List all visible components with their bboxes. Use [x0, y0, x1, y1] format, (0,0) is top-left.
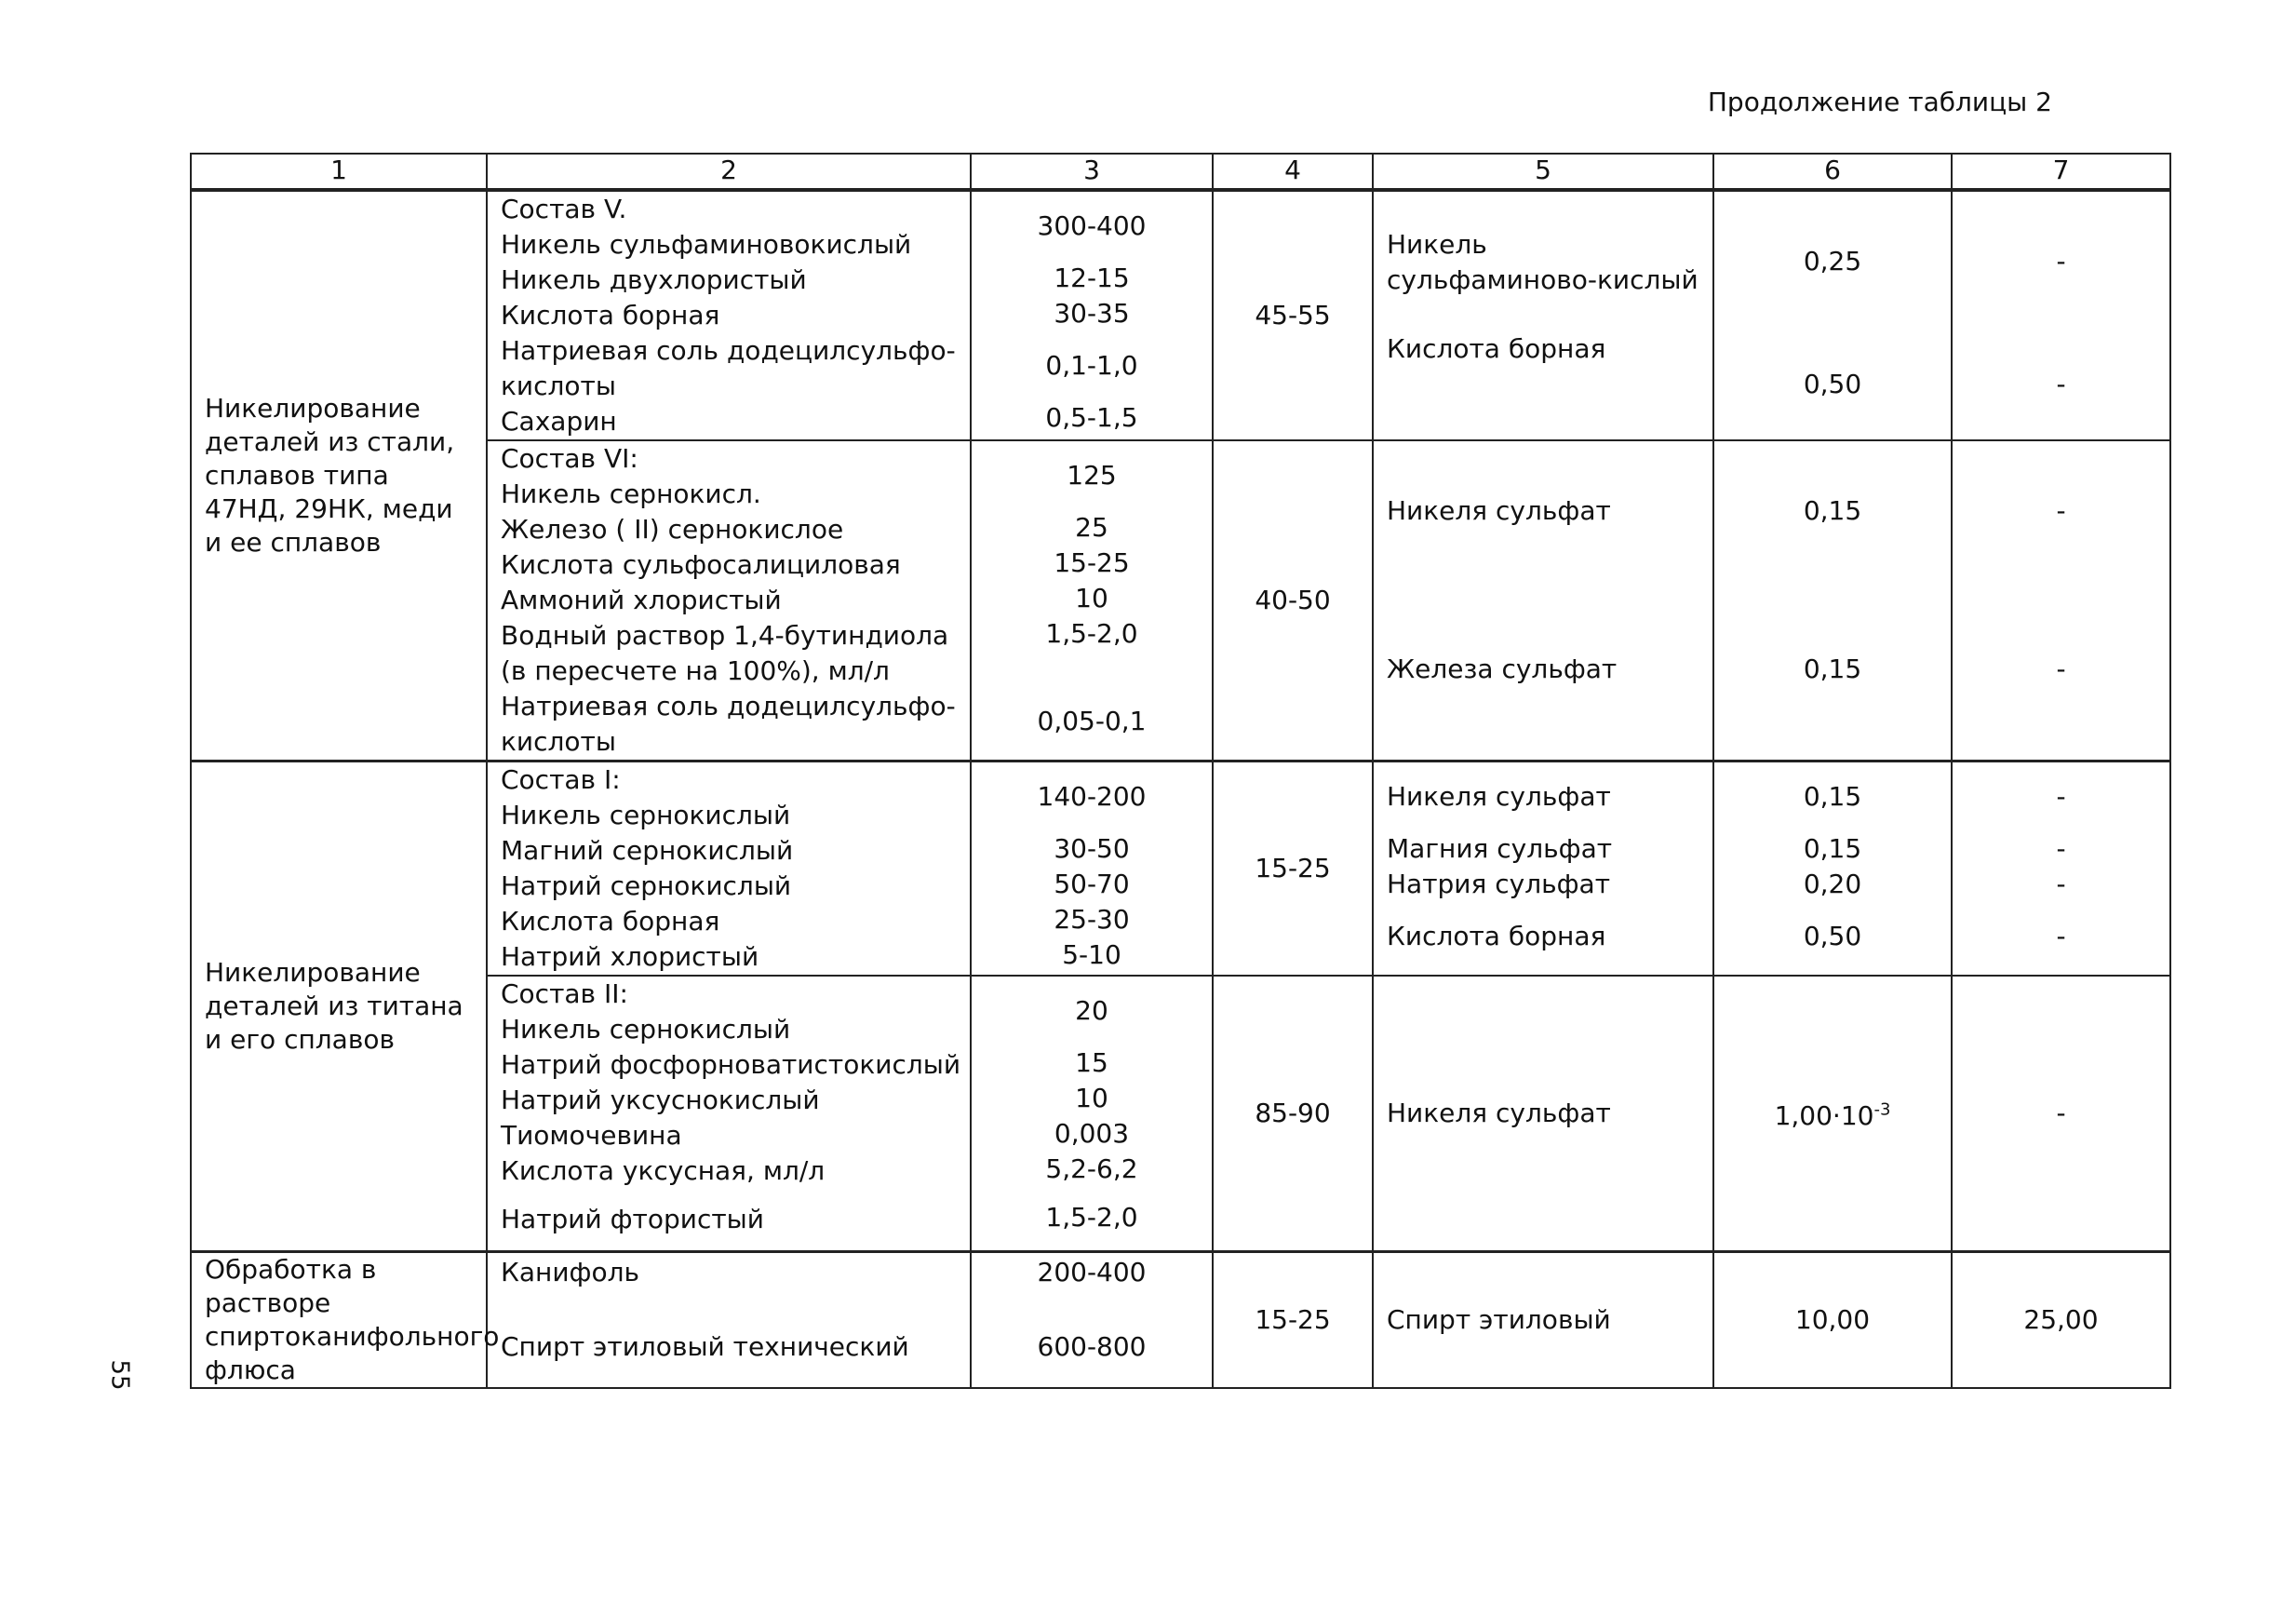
table-row [191, 440, 2170, 762]
component: Никель двухлористый [501, 264, 807, 295]
composition-title: Состав II: [501, 978, 628, 1009]
amount: 12-15 [1054, 263, 1130, 293]
component: Никель сернокислый [501, 800, 791, 830]
value: 0,15 [1803, 495, 1862, 526]
substance: Железа сульфат [1387, 654, 1618, 684]
header-cell: 3 [971, 154, 1213, 190]
col7-cell [1952, 190, 2170, 440]
substances-cell [1373, 762, 1713, 977]
value: - [2056, 781, 2066, 812]
components-cell [487, 762, 971, 977]
amount: 5,2-6,2 [1045, 1153, 1138, 1184]
amount: 125 [1067, 460, 1117, 491]
value: - [2056, 495, 2066, 526]
substances-cell [1373, 190, 1713, 440]
col6-cell [1713, 762, 1952, 977]
amounts-cell [971, 440, 1213, 762]
amounts-cell [971, 762, 1213, 977]
component: Натрий фосфорноватистокислый [501, 1049, 961, 1080]
amount: 300-400 [1037, 210, 1147, 241]
component: Никель сульфаминовокислый [501, 229, 912, 260]
header-cell: 5 [1373, 154, 1713, 190]
col6-cell [1713, 440, 1952, 762]
substance: Кислота борная [1387, 333, 1606, 364]
col7-cell: - [1952, 976, 2170, 1252]
table-row [191, 190, 2170, 440]
value: - [2056, 246, 2066, 276]
amount: 1,5-2,0 [1045, 1202, 1138, 1233]
amount: 25-30 [1054, 904, 1130, 935]
temperature-cell: 15-25 [1213, 762, 1373, 977]
composition-title: Состав V. [501, 194, 627, 224]
substance: Никель сульфаминово-кислый [1387, 229, 1699, 295]
header-cell: 7 [1952, 154, 2170, 190]
value: 0,20 [1803, 869, 1862, 899]
table-caption: Продолжение таблицы 2 [1707, 87, 2052, 117]
component: Никель сернокислый [501, 1014, 791, 1045]
component: Аммоний хлористый [501, 585, 782, 615]
page-number: 55 [105, 1359, 134, 1391]
component: Спирт этиловый технический [501, 1331, 909, 1362]
component: Натриевая соль додецилсульфо-кислоты [501, 691, 956, 757]
substance: Кислота борная [1387, 921, 1606, 951]
amount: 20 [1075, 995, 1108, 1026]
substances-cell [1373, 440, 1713, 762]
value: - [2056, 921, 2066, 951]
process-cell: Обработка в растворе спиртоканифольного флюса [191, 1252, 487, 1389]
value: 0,25 [1803, 246, 1862, 276]
value-base: 1,00·10 [1774, 1100, 1874, 1132]
composition-title: Состав I: [501, 764, 621, 795]
substance: Спирт этиловый [1387, 1304, 1611, 1335]
component: Натрий фтористый [501, 1204, 764, 1234]
amount: 1,5-2,0 [1045, 618, 1138, 649]
substance: Натрия сульфат [1387, 869, 1611, 899]
value-exponent: -3 [1873, 1099, 1891, 1120]
amount: 0,05-0,1 [1037, 706, 1147, 736]
value [1775, 1100, 1891, 1131]
amounts-cell [971, 1252, 1213, 1389]
substance: Никеля сульфат [1387, 781, 1611, 812]
header-row [191, 154, 2170, 190]
component: Никель сернокисл. [501, 479, 761, 509]
component: Натриевая соль додецилсульфо-кислоты [501, 335, 956, 401]
substance: Магния сульфат [1387, 833, 1613, 864]
component: Водный раствор 1,4-бутиндиола (в пересчете на 100%), мл/л [501, 620, 949, 686]
amount: 30-35 [1054, 298, 1130, 329]
value: 0,50 [1803, 921, 1862, 951]
value: - [2056, 869, 2066, 899]
amount: 30-50 [1054, 833, 1130, 864]
amount: 10 [1075, 583, 1108, 613]
component: Тиомочевина [501, 1120, 682, 1151]
amount: 15-25 [1054, 547, 1130, 578]
table-row [191, 762, 2170, 977]
components-cell [487, 976, 971, 1252]
components-cell [487, 190, 971, 440]
amounts-cell [971, 190, 1213, 440]
process-cell: Никелирование деталей из титана и его сплавов [191, 762, 487, 1252]
amount: 600-800 [1037, 1331, 1147, 1362]
substance: Никеля сульфат [1387, 1098, 1611, 1128]
value: - [2056, 833, 2066, 864]
header-cell: 1 [191, 154, 487, 190]
value: 0,15 [1803, 654, 1862, 684]
col6-cell [1713, 976, 1952, 1252]
amount: 5-10 [1062, 939, 1121, 970]
col6-cell: 10,00 [1713, 1252, 1952, 1389]
composition-table [190, 153, 2171, 1389]
amount: 0,1-1,0 [1045, 350, 1138, 381]
substances-cell [1373, 1252, 1713, 1389]
amount: 10 [1075, 1083, 1108, 1113]
amount: 50-70 [1054, 869, 1130, 899]
value: - [2056, 654, 2066, 684]
col7-cell: 25,00 [1952, 1252, 2170, 1389]
amount: 200-400 [1037, 1257, 1147, 1287]
temperature-cell: 45-55 [1213, 190, 1373, 440]
composition-title: Состав VI: [501, 443, 638, 474]
amount: 0,003 [1054, 1118, 1130, 1149]
header-cell: 6 [1713, 154, 1952, 190]
value: 0,15 [1803, 833, 1862, 864]
substance: Никеля сульфат [1387, 495, 1611, 526]
value: - [2056, 369, 2066, 399]
amounts-cell [971, 976, 1213, 1252]
process-cell: Никелирование деталей из стали, сплавов типа 47НД, 29НК, меди и ее сплавов [191, 190, 487, 762]
table-row [191, 976, 2170, 1252]
amount: 25 [1075, 512, 1108, 543]
temperature-cell: 15-25 [1213, 1252, 1373, 1389]
col6-cell [1713, 190, 1952, 440]
value: 0,50 [1803, 369, 1862, 399]
component: Кислота сульфосалициловая [501, 549, 901, 580]
component: Сахарин [501, 406, 617, 437]
component: Кислота уксусная, мл/л [501, 1155, 826, 1186]
header-cell: 4 [1213, 154, 1373, 190]
table-row [191, 1252, 2170, 1389]
component: Натрий уксуснокислый [501, 1085, 820, 1115]
component: Магний сернокислый [501, 835, 794, 866]
components-cell [487, 1252, 971, 1389]
component: Кислота борная [501, 906, 720, 937]
amount: 0,5-1,5 [1045, 402, 1138, 433]
component: Кислота борная [501, 300, 720, 330]
temperature-cell: 40-50 [1213, 440, 1373, 762]
col7-cell [1952, 440, 2170, 762]
component: Натрий сернокислый [501, 870, 792, 901]
component: Железо ( II) сернокислое [501, 514, 844, 545]
amount: 15 [1075, 1047, 1108, 1078]
component: Канифоль [501, 1257, 640, 1287]
temperature-cell: 85-90 [1213, 976, 1373, 1252]
value: 0,15 [1803, 781, 1862, 812]
header-cell: 2 [487, 154, 971, 190]
substances-cell [1373, 976, 1713, 1252]
col7-cell [1952, 762, 2170, 977]
components-cell [487, 440, 971, 762]
component: Натрий хлористый [501, 941, 759, 972]
amount: 140-200 [1037, 781, 1147, 812]
